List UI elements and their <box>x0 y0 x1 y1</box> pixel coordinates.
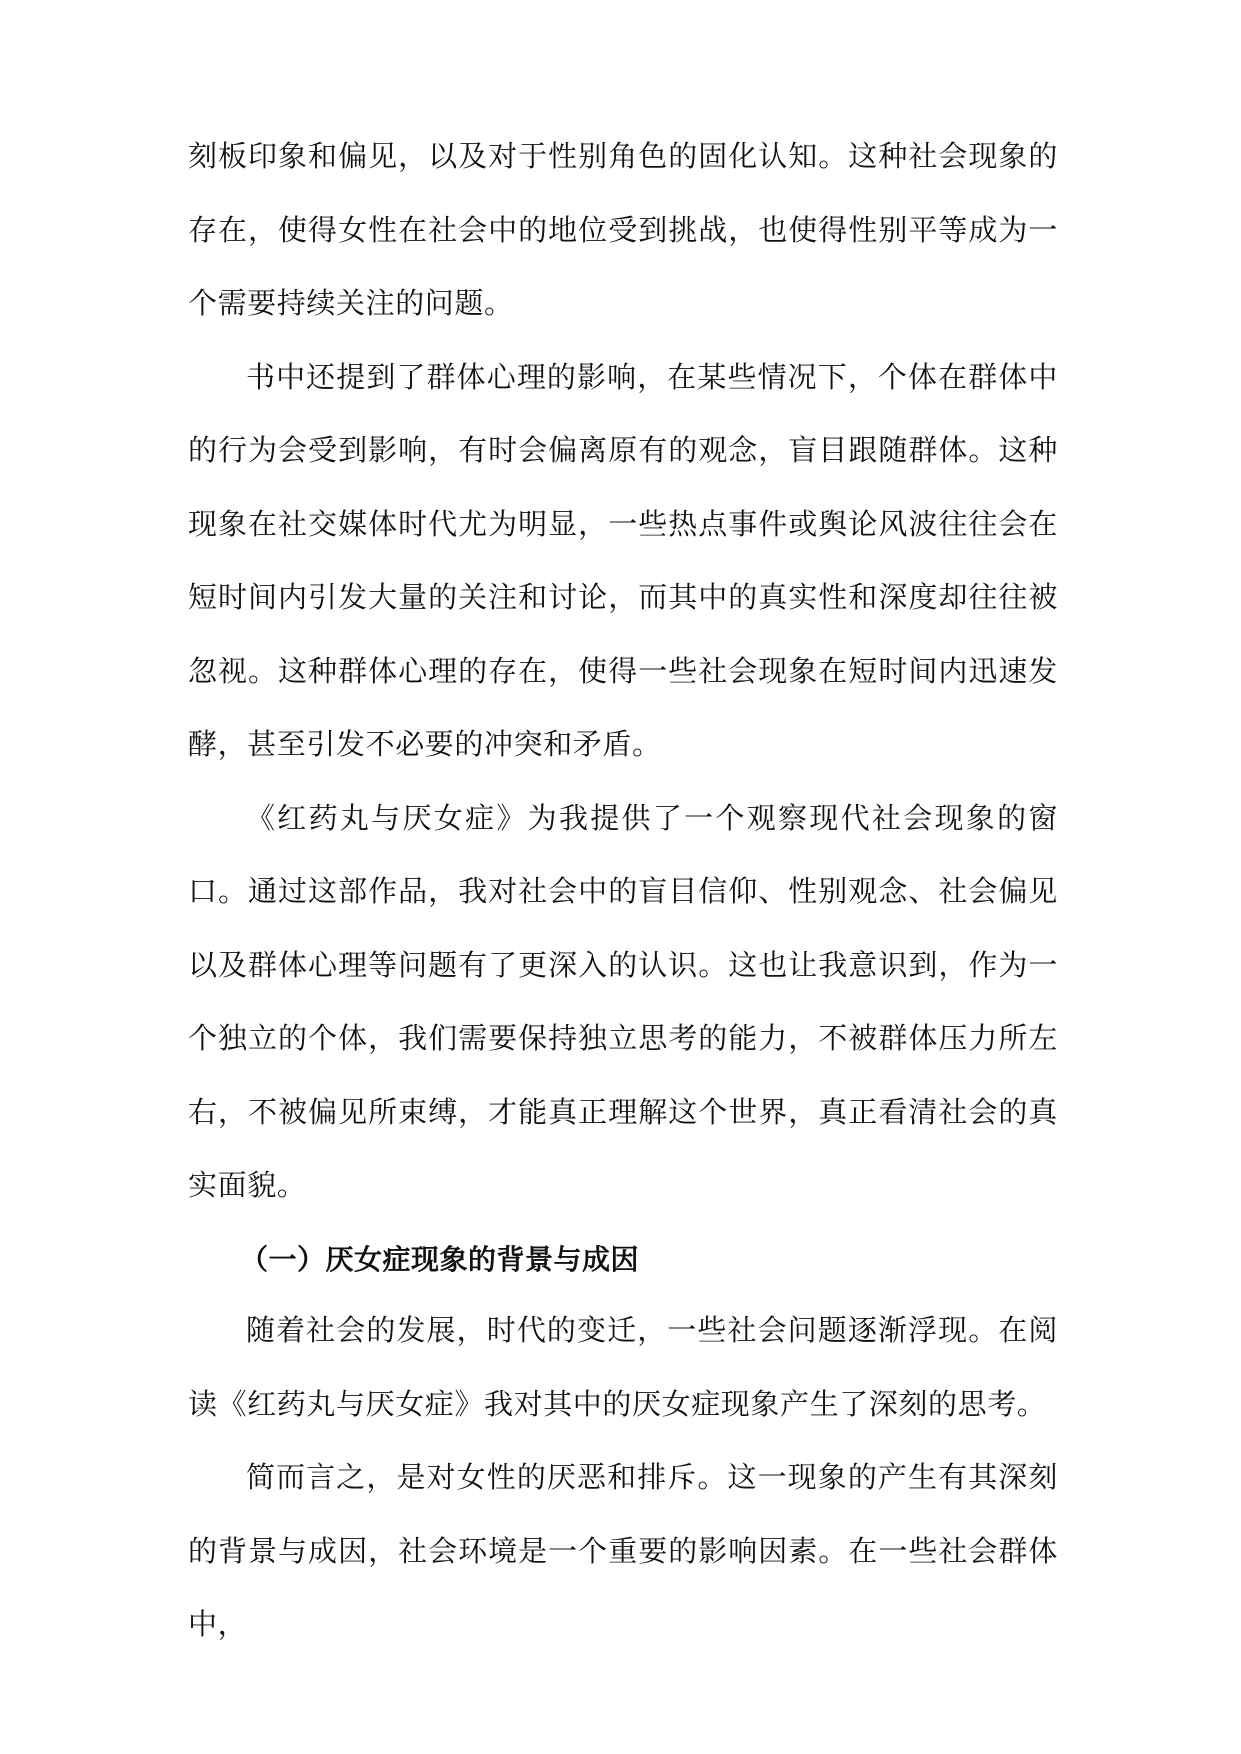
paragraph-continued: 刻板印象和偏见，以及对于性别角色的固化认知。这种社会现象的存在，使得女性在社会中的地位受到挑战，也使得性别平等成为一个需要持续关注的问题。 <box>188 139 1058 320</box>
upper-text-block <box>188 120 1058 1223</box>
paragraph-group-psychology: 书中还提到了群体心理的影响，在某些情况下，个体在群体中的行为会受到影响，有时会偏离原有的观念，盲目跟随群体。这种现象在社交媒体时代尤为明显，一些热点事件或舆论风波往往会在短时间内引发大量的关注和讨论，而其中的真实性和深度却往往被忽视。这种群体心理的存在，使得一些社会现象在短时间内迅速发酵，甚至引发不必要的冲突和矛盾。 <box>188 359 1058 761</box>
paragraph-social-background: 随着社会的发展，时代的变迁，一些社会问题逐渐浮现。在阅读《红药丸与厌女症》我对其中的厌女症现象产生了深刻的思考。 <box>188 1313 1058 1421</box>
lower-text-block <box>188 1294 1058 1662</box>
paragraph-misogyny-definition: 简而言之，是对女性的厌恶和排斥。这一现象的产生有其深刻的背景与成因，社会环境是一个重要的影响因素。在一些社会群体中， <box>188 1460 1058 1641</box>
paragraph-book-reflection: 《红药丸与厌女症》为我提供了一个观察现代社会现象的窗口。通过这部作品，我对社会中的盲目信仰、性别观念、社会偏见以及群体心理等问题有了更深入的认识。这也让我意识到，作为一个独立的个体，我们需要保持独立思考的能力，不被群体压力所左右，不被偏见所束缚，才能真正理解这个世界，真正看清社会的真实面貌。 <box>188 800 1058 1202</box>
section-heading: （一）厌女症现象的背景与成因 <box>240 1243 640 1276</box>
